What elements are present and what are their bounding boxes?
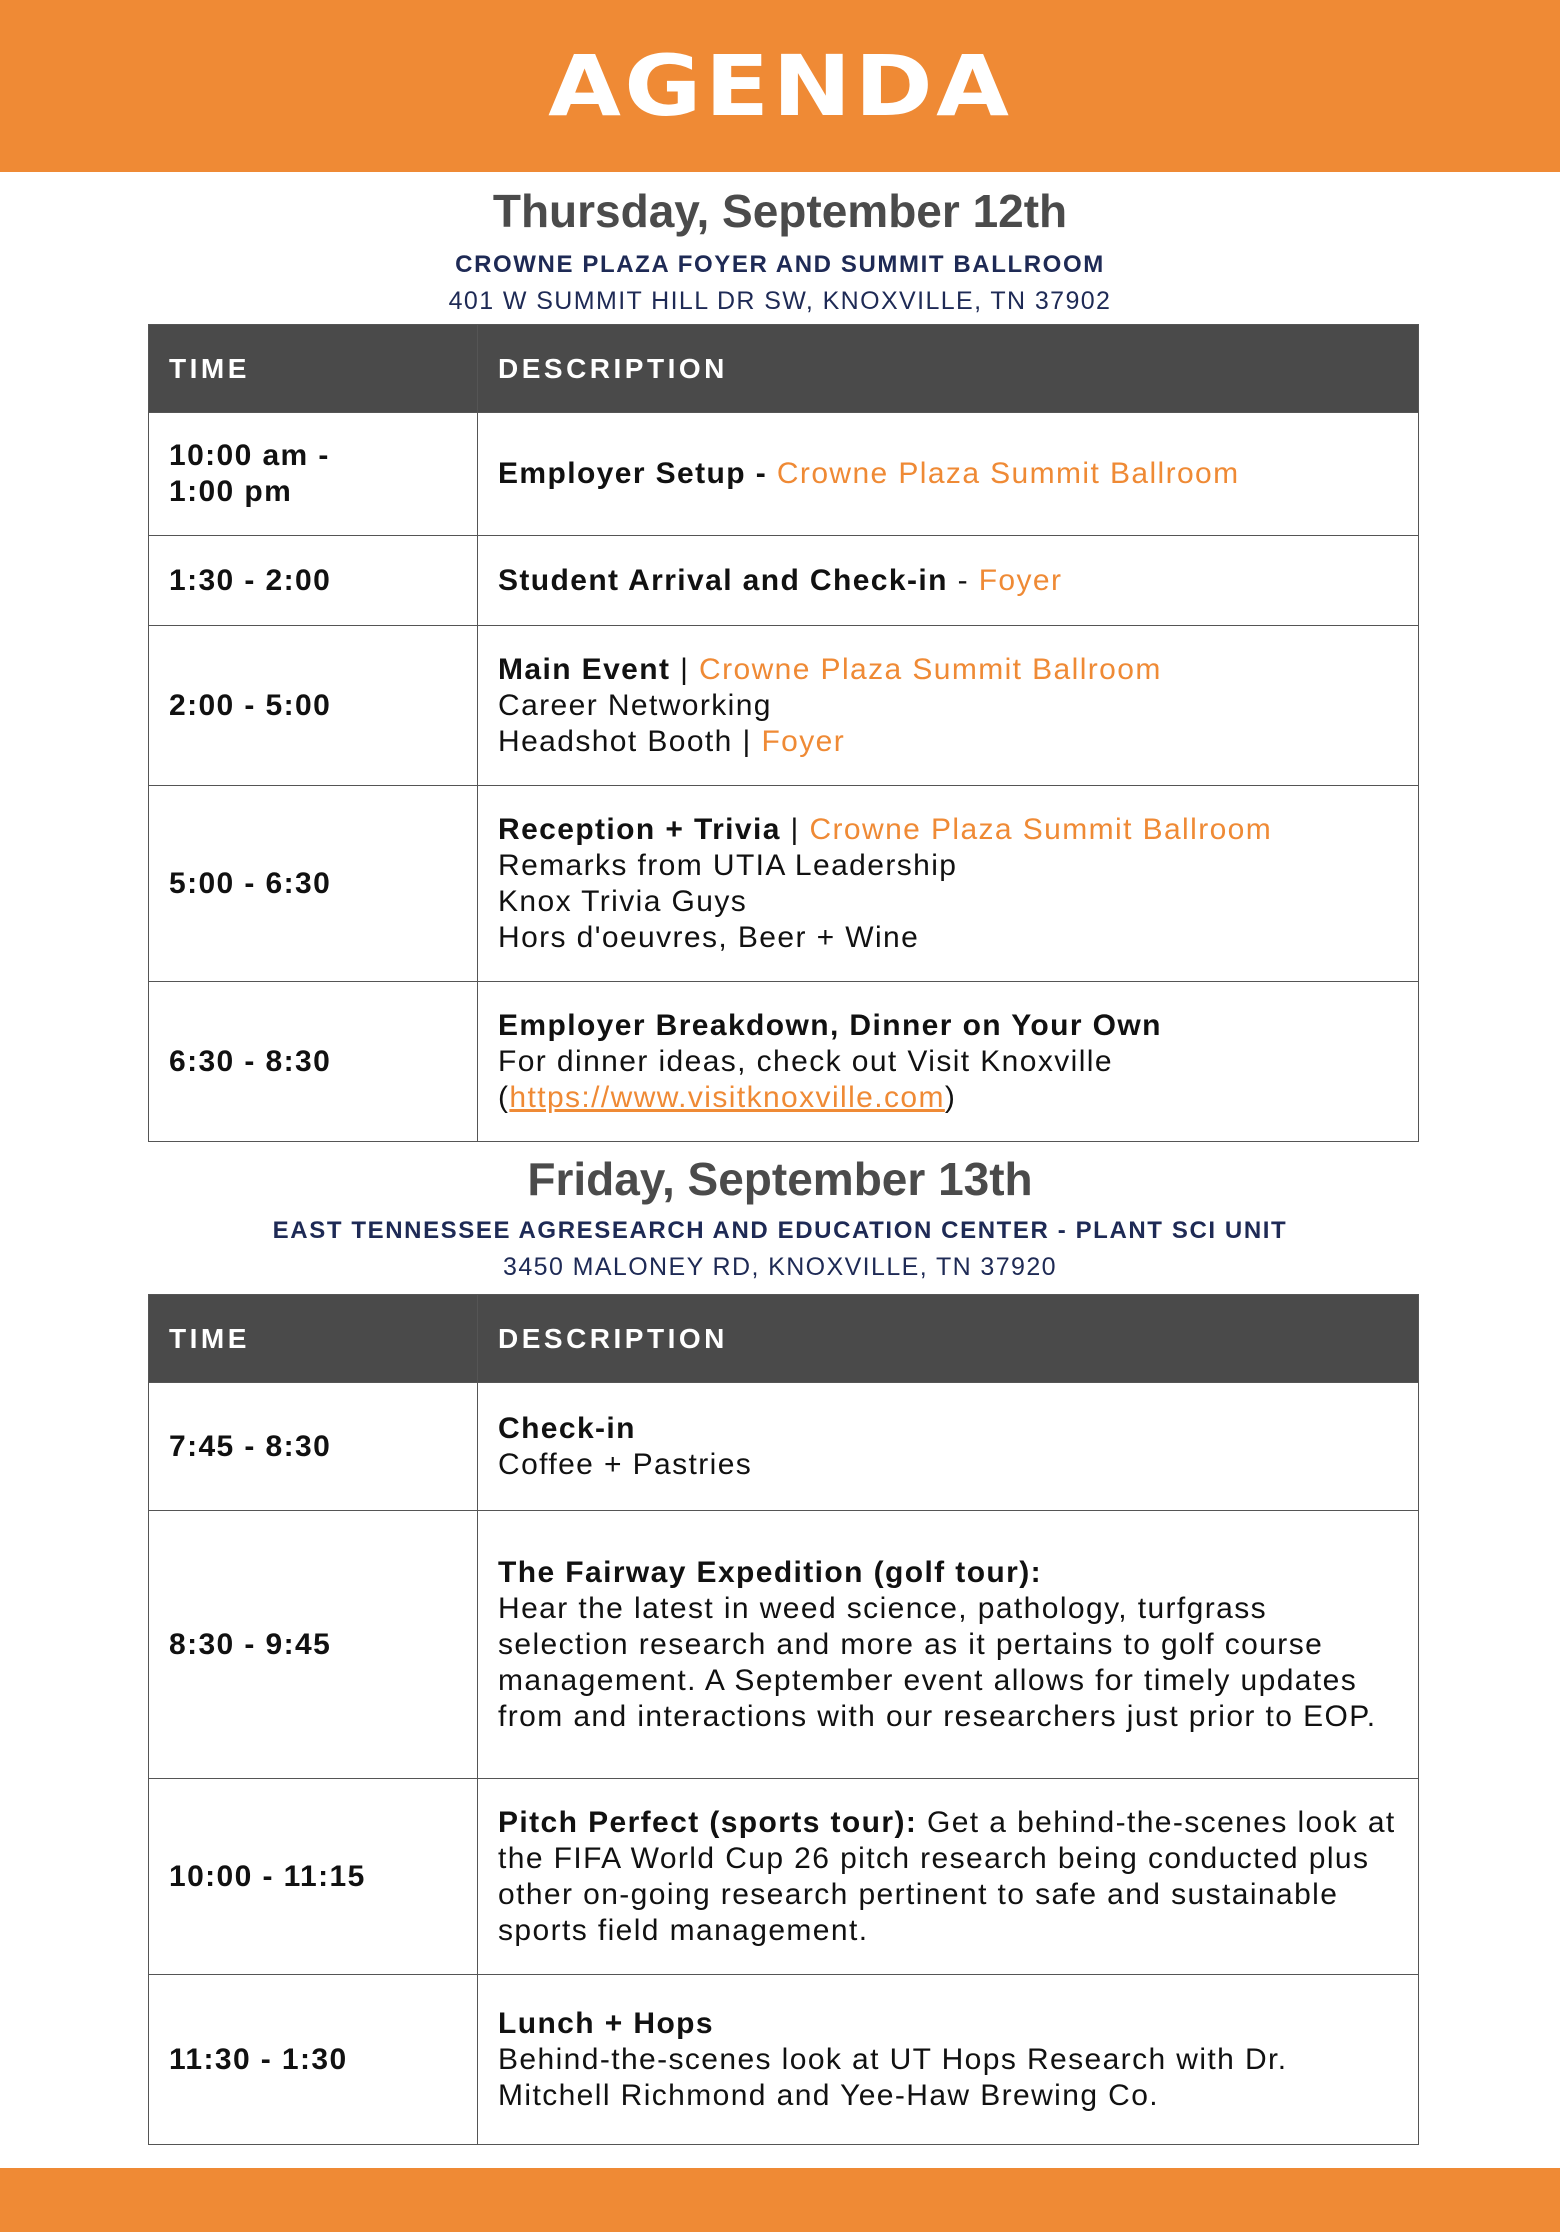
separator: | (732, 724, 762, 758)
day2-address: 3450 MALONEY RD, KNOXVILLE, TN 37920 (503, 1252, 1057, 1281)
day1-title: Thursday, September 12th (492, 185, 1068, 237)
table-row (149, 1511, 1419, 1779)
event-title: Reception + Trivia (498, 812, 781, 846)
day1-heading (0, 186, 1560, 316)
time-cell: 7:45 - 8:30 (149, 1383, 478, 1511)
table-row (149, 1383, 1419, 1511)
time-cell: 5:00 - 6:30 (149, 786, 478, 982)
time-cell: 8:30 - 9:45 (149, 1511, 478, 1779)
table-row (149, 413, 1419, 536)
description-cell (478, 1975, 1419, 2145)
time-cell (149, 413, 478, 536)
day1-agenda-table (148, 324, 1419, 1142)
event-title: Lunch + Hops (498, 2006, 714, 2040)
paren: ) (944, 1080, 957, 1114)
time-cell: 10:00 - 11:15 (149, 1779, 478, 1975)
table-header-row (149, 325, 1419, 413)
agenda-title: AGENDA (547, 37, 1013, 135)
separator: | (780, 812, 810, 846)
description-cell (478, 1511, 1419, 1779)
description-cell (478, 786, 1419, 982)
description-cell (478, 536, 1419, 626)
event-title: Employer Setup - (498, 457, 768, 490)
table-row (149, 786, 1419, 982)
separator (767, 457, 777, 490)
event-detail: Headshot Booth (498, 724, 733, 758)
description-cell (478, 626, 1419, 786)
description-cell (478, 1383, 1419, 1511)
day2-title: Friday, September 13th (527, 1153, 1033, 1205)
footer-bar (0, 2168, 1560, 2232)
event-detail: Remarks from UTIA Leadership (498, 848, 958, 882)
event-title: Check-in (498, 1411, 636, 1445)
event-detail: Behind-the-scenes look at UT Hops Research with Dr. Mitchell Richmond and Yee-Haw Brewing Co. (498, 2042, 1288, 2112)
separator: - (947, 563, 979, 597)
time-text: 1:00 pm (169, 475, 293, 508)
visit-knoxville-link[interactable]: https://www.visitknoxville.com (509, 1080, 945, 1114)
event-title: Student Arrival and Check-in (498, 563, 948, 597)
time-cell: 6:30 - 8:30 (149, 982, 478, 1142)
table-row (149, 982, 1419, 1142)
table-row (149, 536, 1419, 626)
event-detail: Hors d'oeuvres, Beer + Wine (498, 920, 920, 954)
day2-agenda-table (148, 1294, 1419, 2145)
event-location: Foyer (978, 563, 1063, 597)
time-text: 10:00 am - (169, 439, 330, 472)
description-header: DESCRIPTION (478, 325, 1419, 413)
table-header-row (149, 1295, 1419, 1383)
day1-address: 401 W SUMMIT HILL DR SW, KNOXVILLE, TN 37902 (448, 286, 1112, 315)
description-cell (478, 1779, 1419, 1975)
table-row (149, 1975, 1419, 2145)
event-location: Foyer (761, 724, 846, 758)
event-detail: Knox Trivia Guys (498, 884, 748, 918)
description-header: DESCRIPTION (478, 1295, 1419, 1383)
event-detail: Get a behind-the-scenes look at the FIFA World Cup 26 pitch research being conducted plus other on-going research pertinent to safe and sustainable sports field management. (498, 1805, 1396, 1947)
event-location: Crowne Plaza Summit Ballroom (699, 652, 1162, 686)
agenda-banner (0, 0, 1560, 172)
event-detail: Coffee + Pastries (498, 1447, 753, 1481)
event-title: Employer Breakdown, Dinner on Your Own (498, 1008, 1162, 1042)
event-location: Crowne Plaza Summit Ballroom (809, 812, 1273, 846)
description-cell (478, 413, 1419, 536)
event-detail: Career Networking (498, 688, 772, 722)
event-location: Crowne Plaza Summit Ballroom (776, 457, 1240, 490)
day1-venue: CROWNE PLAZA FOYER AND SUMMIT BALLROOM (455, 250, 1105, 278)
time-header: TIME (149, 325, 478, 413)
time-header: TIME (149, 1295, 478, 1383)
day2-venue: EAST TENNESSEE AGRESEARCH AND EDUCATION CENTER - PLANT SCI UNIT (272, 1216, 1288, 1244)
event-detail: For dinner ideas, check out Visit Knoxville (498, 1044, 1113, 1078)
table-row (149, 626, 1419, 786)
table-row (149, 1779, 1419, 1975)
event-title: The Fairway Expedition (golf tour): (498, 1555, 1042, 1589)
day2-heading (0, 1154, 1560, 1282)
paren: ( (498, 1080, 510, 1114)
event-title: Main Event (498, 652, 671, 686)
time-cell: 11:30 - 1:30 (149, 1975, 478, 2145)
separator: | (670, 652, 700, 686)
event-detail: Hear the latest in weed science, pathology, turfgrass selection research and more as it pertains to golf course management. A September event allows for timely updates from and interactions with our researchers just prior to EOP. (498, 1591, 1377, 1733)
description-cell (478, 982, 1419, 1142)
time-cell: 1:30 - 2:00 (149, 536, 478, 626)
time-cell: 2:00 - 5:00 (149, 626, 478, 786)
event-title: Pitch Perfect (sports tour): (498, 1805, 918, 1839)
